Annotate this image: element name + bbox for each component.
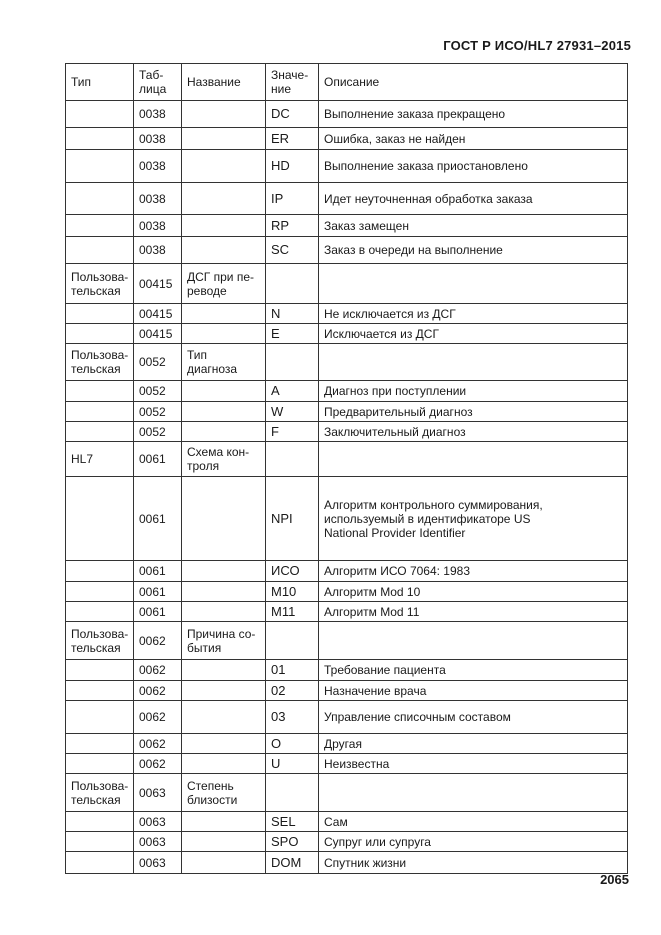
cell-description: Требование пациента [319, 660, 628, 681]
table-row [66, 681, 628, 701]
cell-name [182, 237, 266, 264]
table-row [66, 734, 628, 754]
cell-table-id: 0038 [134, 101, 182, 128]
cell-name [182, 561, 266, 582]
cell-name [182, 477, 266, 561]
cell-type [66, 582, 134, 602]
cell-type: HL7 [66, 442, 134, 477]
table-row [66, 832, 628, 852]
cell-value: SC [266, 237, 319, 264]
cell-table-id: 0062 [134, 701, 182, 734]
cell-description: Ошибка, заказ не найден [319, 128, 628, 150]
cell-name: Степень близости [182, 774, 266, 812]
cell-name [182, 602, 266, 622]
cell-value: W [266, 402, 319, 422]
table-row [66, 561, 628, 582]
cell-table-id: 0038 [134, 150, 182, 183]
cell-value: ИСО [266, 561, 319, 582]
cell-value: NPI [266, 477, 319, 561]
cell-type [66, 812, 134, 832]
table-row [66, 150, 628, 183]
cell-value [266, 264, 319, 304]
table-row [66, 701, 628, 734]
cell-name [182, 852, 266, 874]
cell-value: A [266, 381, 319, 402]
cell-type [66, 754, 134, 774]
cell-type [66, 402, 134, 422]
cell-name: Схема кон- троля [182, 442, 266, 477]
column-header: Название [182, 64, 266, 101]
table-row [66, 128, 628, 150]
cell-table-id: 0062 [134, 754, 182, 774]
cell-table-id: 0038 [134, 183, 182, 215]
cell-table-id: 0061 [134, 561, 182, 582]
cell-value: SPO [266, 832, 319, 852]
cell-type [66, 237, 134, 264]
cell-name [182, 381, 266, 402]
cell-type [66, 150, 134, 183]
cell-description: Заказ замещен [319, 215, 628, 237]
cell-description: Алгоритм Mod 11 [319, 602, 628, 622]
table-row [66, 183, 628, 215]
cell-value: SEL [266, 812, 319, 832]
cell-value [266, 344, 319, 381]
cell-value: 01 [266, 660, 319, 681]
cell-table-id: 0038 [134, 215, 182, 237]
cell-name [182, 582, 266, 602]
cell-type [66, 561, 134, 582]
cell-table-id: 0061 [134, 582, 182, 602]
cell-description: Диагноз при поступлении [319, 381, 628, 402]
table-row [66, 754, 628, 774]
cell-description: Алгоритм контрольного суммирования, используемый в идентификаторе US National Provider Identifier [319, 477, 628, 561]
cell-name [182, 128, 266, 150]
table-header-row [66, 64, 628, 101]
cell-value: HD [266, 150, 319, 183]
cell-table-id: 0062 [134, 660, 182, 681]
table-body [66, 101, 628, 874]
cell-type [66, 681, 134, 701]
cell-value: DOM [266, 852, 319, 874]
cell-type [66, 701, 134, 734]
cell-value [266, 442, 319, 477]
cell-type: Пользова- тельская [66, 774, 134, 812]
cell-table-id: 0038 [134, 237, 182, 264]
cell-type [66, 128, 134, 150]
cell-description: Назначение врача [319, 681, 628, 701]
cell-table-id: 00415 [134, 264, 182, 304]
cell-name: Причина со- бытия [182, 622, 266, 660]
table-row [66, 660, 628, 681]
cell-table-id: 0062 [134, 622, 182, 660]
cell-name [182, 681, 266, 701]
cell-value [266, 622, 319, 660]
cell-value: M10 [266, 582, 319, 602]
cell-name [182, 324, 266, 344]
cell-type: Пользова- тельская [66, 264, 134, 304]
cell-value: E [266, 324, 319, 344]
table-row [66, 344, 628, 381]
cell-type [66, 101, 134, 128]
cell-description: Неизвестна [319, 754, 628, 774]
cell-description: Алгоритм Mod 10 [319, 582, 628, 602]
cell-name [182, 150, 266, 183]
cell-description: Исключается из ДСГ [319, 324, 628, 344]
cell-table-id: 0052 [134, 422, 182, 442]
cell-table-id: 0052 [134, 381, 182, 402]
table-row [66, 381, 628, 402]
table-row [66, 812, 628, 832]
table-row [66, 402, 628, 422]
cell-table-id: 0061 [134, 477, 182, 561]
cell-name [182, 422, 266, 442]
cell-table-id: 0063 [134, 852, 182, 874]
cell-description [319, 622, 628, 660]
cell-description: Заказ в очереди на выполнение [319, 237, 628, 264]
cell-table-id: 0063 [134, 774, 182, 812]
cell-type [66, 183, 134, 215]
cell-type [66, 215, 134, 237]
cell-type [66, 832, 134, 852]
cell-description [319, 774, 628, 812]
cell-value: U [266, 754, 319, 774]
cell-description: Выполнение заказа приостановлено [319, 150, 628, 183]
table-row [66, 264, 628, 304]
cell-name [182, 812, 266, 832]
cell-table-id: 0062 [134, 734, 182, 754]
cell-type [66, 660, 134, 681]
table-row [66, 237, 628, 264]
table-row [66, 101, 628, 128]
cell-description: Спутник жизни [319, 852, 628, 874]
cell-value: N [266, 304, 319, 324]
cell-value [266, 774, 319, 812]
cell-type [66, 324, 134, 344]
cell-type [66, 477, 134, 561]
cell-type: Пользова- тельская [66, 622, 134, 660]
cell-description: Идет неуточненная обработка заказа [319, 183, 628, 215]
table-row [66, 602, 628, 622]
table-row [66, 477, 628, 561]
cell-description: Не исключается из ДСГ [319, 304, 628, 324]
cell-description: Предварительный диагноз [319, 402, 628, 422]
table-row [66, 622, 628, 660]
cell-table-id: 0052 [134, 344, 182, 381]
cell-name [182, 701, 266, 734]
page-number: 2065 [600, 872, 629, 887]
cell-name [182, 660, 266, 681]
cell-type [66, 602, 134, 622]
cell-table-id: 0063 [134, 812, 182, 832]
cell-description: Заключительный диагноз [319, 422, 628, 442]
cell-description [319, 264, 628, 304]
cell-name [182, 734, 266, 754]
cell-value: IP [266, 183, 319, 215]
table-row [66, 852, 628, 874]
table-row [66, 582, 628, 602]
cell-value: F [266, 422, 319, 442]
cell-table-id: 0061 [134, 602, 182, 622]
cell-type: Пользова- тельская [66, 344, 134, 381]
cell-type [66, 734, 134, 754]
cell-value: M11 [266, 602, 319, 622]
cell-type [66, 422, 134, 442]
cell-name [182, 215, 266, 237]
cell-table-id: 00415 [134, 304, 182, 324]
cell-name [182, 402, 266, 422]
cell-description [319, 344, 628, 381]
cell-table-id: 00415 [134, 324, 182, 344]
cell-name: ДСГ при пе- реводе [182, 264, 266, 304]
cell-value: 03 [266, 701, 319, 734]
cell-name [182, 754, 266, 774]
cell-name [182, 183, 266, 215]
cell-name: Тип диагноза [182, 344, 266, 381]
document-header: ГОСТ Р ИСО/HL7 27931–2015 [443, 38, 631, 53]
cell-description: Алгоритм ИСО 7064: 1983 [319, 561, 628, 582]
cell-description: Управление списочным составом [319, 701, 628, 734]
table-row [66, 215, 628, 237]
code-table [65, 63, 628, 874]
column-header: Значе- ние [266, 64, 319, 101]
cell-description [319, 442, 628, 477]
cell-value: O [266, 734, 319, 754]
cell-table-id: 0063 [134, 832, 182, 852]
cell-name [182, 832, 266, 852]
cell-value: RP [266, 215, 319, 237]
cell-table-id: 0061 [134, 442, 182, 477]
cell-type [66, 381, 134, 402]
column-header: Тип [66, 64, 134, 101]
cell-description: Супруг или супруга [319, 832, 628, 852]
cell-type [66, 304, 134, 324]
cell-type [66, 852, 134, 874]
cell-description: Сам [319, 812, 628, 832]
cell-name [182, 101, 266, 128]
cell-value: ER [266, 128, 319, 150]
cell-name [182, 304, 266, 324]
cell-value: DC [266, 101, 319, 128]
cell-description: Другая [319, 734, 628, 754]
column-header: Описание [319, 64, 628, 101]
table-row [66, 304, 628, 324]
table-row [66, 774, 628, 812]
cell-value: 02 [266, 681, 319, 701]
table-row [66, 422, 628, 442]
table-row [66, 324, 628, 344]
cell-table-id: 0052 [134, 402, 182, 422]
cell-description: Выполнение заказа прекращено [319, 101, 628, 128]
column-header: Таб- лица [134, 64, 182, 101]
cell-table-id: 0062 [134, 681, 182, 701]
table-row [66, 442, 628, 477]
cell-table-id: 0038 [134, 128, 182, 150]
